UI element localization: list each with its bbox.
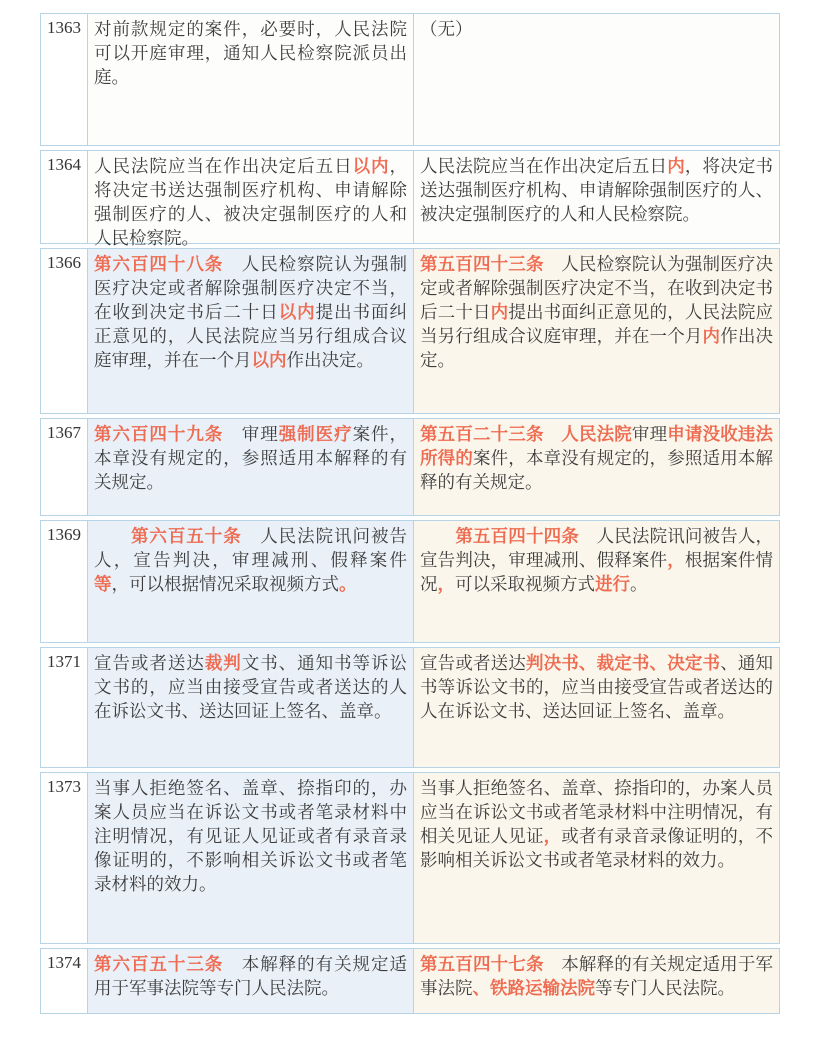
text-segment [94, 526, 131, 546]
row-number: 1364 [40, 150, 88, 244]
text-segment: 宣告或者送达 [94, 653, 205, 673]
left-text-cell [87, 772, 414, 944]
comparison-table [40, 13, 780, 1014]
row-number: 1373 [40, 772, 88, 944]
text-segment: 提出书面纠正意见的，人民法院应当另行组成合议庭审理，并在一个月 [94, 302, 407, 370]
table-row [40, 948, 780, 1014]
table-row [40, 13, 780, 146]
table-row [40, 520, 780, 643]
text-segment: 本解释的有关规定适用于军事法院 [420, 954, 774, 998]
text-segment: 、通知书等诉讼文书的，应当由接受宣告或者送达的人在诉讼文书、送达回证上签名、盖章。 [420, 653, 774, 721]
text-segment: 人民法院讯问被告人，宣告判决，审理减刑、假释案件 [420, 526, 774, 570]
right-text-cell [413, 948, 780, 1014]
table-row [40, 248, 780, 414]
text-segment [420, 526, 455, 546]
right-text-cell [413, 647, 780, 768]
text-segment: 等专门人民法院。 [595, 978, 735, 998]
row-number: 1363 [40, 13, 88, 146]
changed-text: 第五百四十三条 [420, 254, 544, 274]
text-segment: 案件，本章没有规定的，参照适用本解释的有关规定。 [94, 424, 407, 492]
left-text-cell [87, 418, 414, 516]
table-row [40, 150, 780, 248]
text-segment: 人民法院应当在作出决定后五日 [420, 156, 668, 176]
changed-text: 判决书、裁定书、决定书 [525, 653, 721, 673]
text-segment: 。 [630, 574, 648, 594]
text-segment: 当事人拒绝签名、盖章、捺指印的，办案人员应当在诉讼文书或者笔录材料中注明情况，有相关见证人见证 [420, 778, 773, 846]
left-text-cell [87, 150, 414, 248]
table-row [40, 418, 780, 516]
text-segment: 提出书面纠正意见的，人民法院应当另行组成合议庭审理，并在一个月 [420, 302, 774, 346]
changed-text: 第五百二十三条 [420, 424, 544, 444]
changed-text: 以内 [251, 350, 287, 370]
text-segment: 作出决定。 [420, 326, 774, 370]
text-segment: ，将决定书送达强制医疗机构、申请解除强制医疗的人、被决定强制医疗的人和人民检察院。 [94, 156, 407, 248]
changed-text: ， [667, 550, 685, 570]
text-segment: 宣告或者送达 [420, 653, 526, 673]
text-segment: 文书、通知书等诉讼文书的，应当由接受宣告或者送达的人在诉讼文书、送达回证上签名、盖章。 [94, 653, 407, 721]
changed-text: 、铁路运输法院 [472, 978, 595, 998]
text-segment: 根据案件情况 [420, 550, 774, 594]
text-segment: 审理 [223, 424, 279, 444]
changed-text: 第五百四十四条 [455, 526, 579, 546]
text-segment: 作出决定。 [286, 350, 374, 370]
right-text-cell [413, 150, 780, 244]
right-text-cell [413, 418, 780, 516]
changed-text: 以内 [278, 302, 316, 322]
row-number: 1374 [40, 948, 88, 1014]
changed-text: ， [543, 826, 562, 846]
text-segment [544, 424, 562, 444]
changed-text: 人民法院 [561, 424, 632, 444]
changed-text: 第六百五十条 [130, 526, 242, 546]
changed-text: 内 [702, 326, 721, 346]
changed-text: ， [437, 574, 455, 594]
text-segment: 当事人拒绝签名、盖章、捺指印的，办案人员应当在诉讼文书或者笔录材料中注明情况，有见证人见证或者有录音录像证明的，不影响相关诉讼文书或者笔录材料的效力。 [94, 778, 407, 894]
right-text-cell [413, 13, 780, 146]
row-number: 1371 [40, 647, 88, 768]
text-segment: 案件，本章没有规定的，参照适用本解释的有关规定。 [420, 448, 774, 492]
changed-text: 第六百四十八条 [94, 254, 224, 274]
text-segment: 人民检察院认为强制医疗决定或者解除强制医疗决定不当，在收到决定书后二十日 [94, 254, 407, 322]
text-segment: 人民检察院认为强制医疗决定或者解除强制医疗决定不当，在收到决定书后二十日 [420, 254, 774, 322]
text-segment: 审理 [631, 424, 668, 444]
row-number: 1366 [40, 248, 88, 414]
changed-text: 进行 [595, 574, 630, 594]
table-row [40, 647, 780, 768]
text-segment: 对前款规定的案件，必要时，人民法院可以开庭审理，通知人民检察院派员出庭。 [94, 19, 407, 87]
changed-text: 等 [94, 574, 112, 594]
changed-text: 内 [490, 302, 509, 322]
left-text-cell [87, 647, 414, 768]
row-number: 1367 [40, 418, 88, 516]
text-segment: 人民法院应当在作出决定后五日 [94, 156, 353, 176]
changed-text: 裁判 [204, 653, 242, 673]
right-text-cell [413, 248, 780, 414]
text-segment: 人民法院讯问被告人，宣告判决，审理减刑、假释案件 [94, 526, 407, 570]
changed-text: 内 [667, 156, 685, 176]
right-text-cell [413, 772, 780, 944]
changed-text: 。 [339, 574, 357, 594]
row-number: 1369 [40, 520, 88, 643]
changed-text: 以内 [352, 156, 390, 176]
right-text-cell [413, 520, 780, 643]
changed-text: 第五百四十七条 [420, 954, 544, 974]
left-text-cell [87, 948, 414, 1014]
left-text-cell [87, 520, 414, 643]
text-segment: ，将决定书送达强制医疗机构、申请解除强制医疗的人、被决定强制医疗的人和人民检察院。 [420, 156, 774, 224]
left-text-cell [87, 13, 414, 146]
changed-text: 强制医疗 [278, 424, 353, 444]
changed-text: 第六百四十九条 [94, 424, 224, 444]
changed-text: 申请没收违法所得的 [420, 424, 774, 468]
text-segment: ，可以根据情况采取视频方式 [111, 574, 339, 594]
text-segment: 或者有录音录像证明的，不影响相关诉讼文书或者笔录材料的效力。 [420, 826, 774, 870]
text-segment: （无） [420, 19, 473, 39]
text-segment: 可以采取视频方式 [455, 574, 595, 594]
table-row [40, 772, 780, 944]
changed-text: 第六百五十三条 [94, 954, 224, 974]
text-segment: 本解释的有关规定适用于军事法院等专门人民法院。 [94, 954, 407, 998]
left-text-cell [87, 248, 414, 414]
